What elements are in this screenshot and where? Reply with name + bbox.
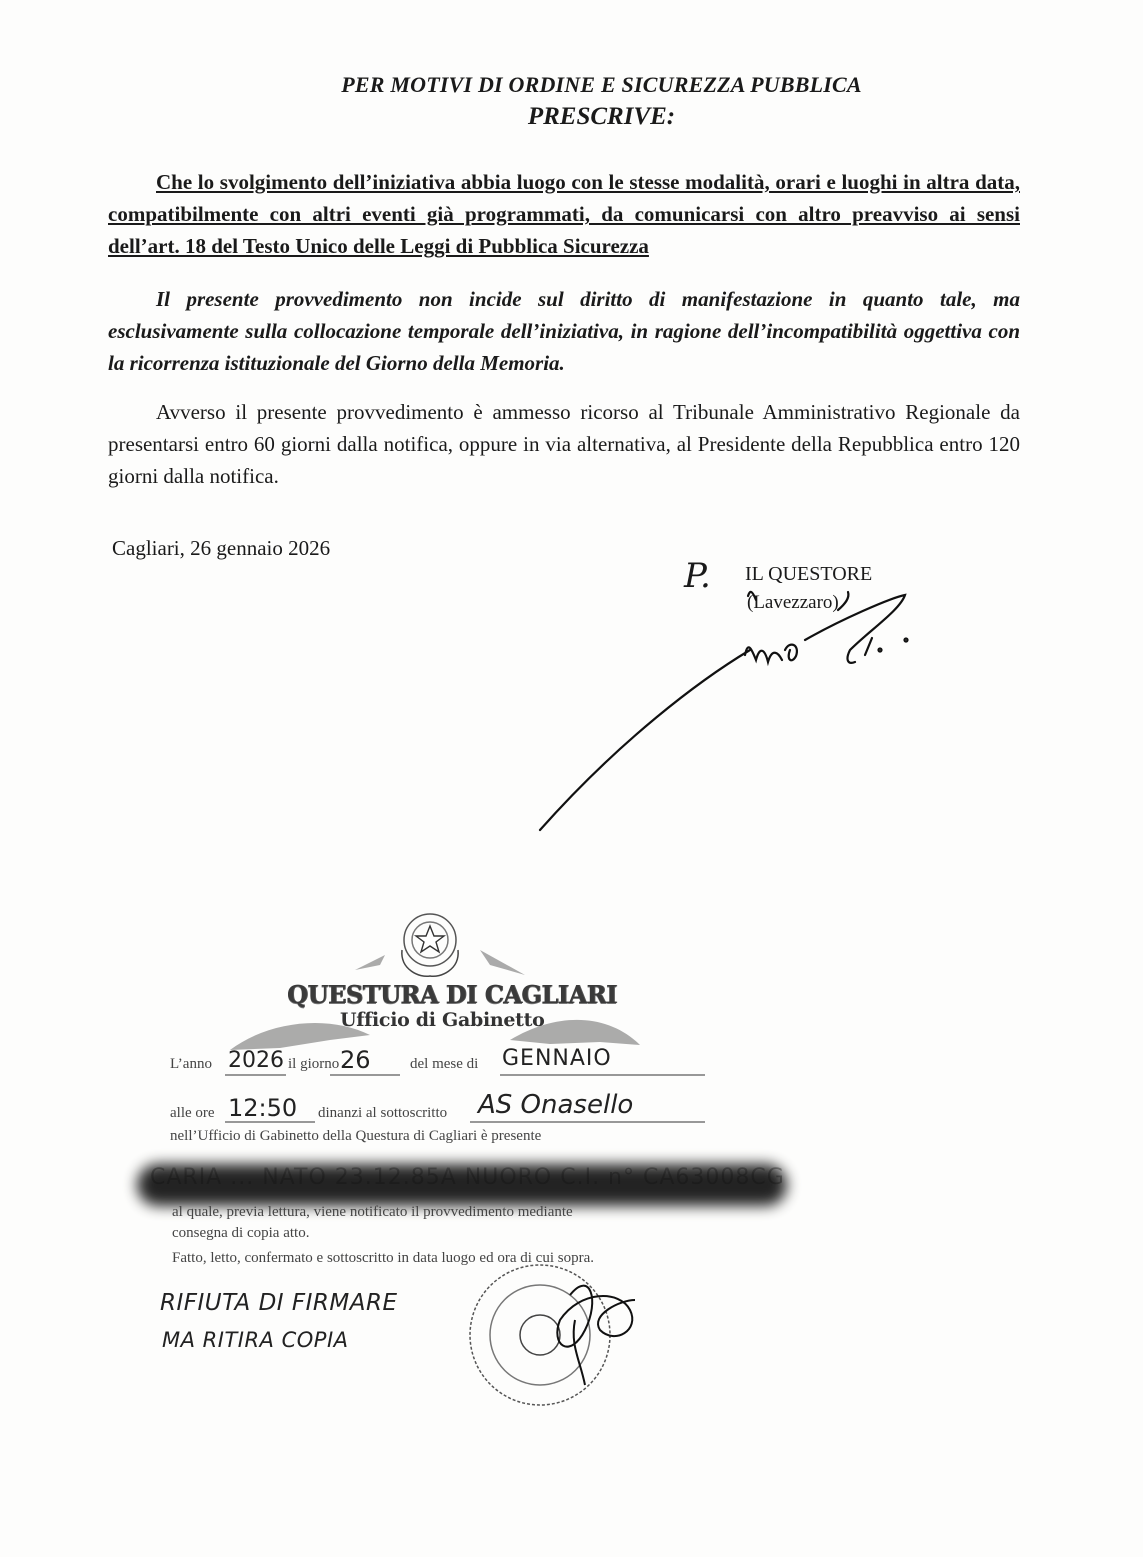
signatory-title: IL QUESTORE bbox=[745, 563, 873, 585]
place-date: Cagliari, 26 gennaio 2026 bbox=[112, 536, 331, 560]
official-initials-signature bbox=[557, 1286, 635, 1385]
mese-value: GENNAIO bbox=[502, 1046, 612, 1071]
office-presence-line: nell’Ufficio di Gabinetto della Questura di Cagliari è presente bbox=[170, 1128, 542, 1144]
ore-label: alle ore bbox=[170, 1105, 215, 1121]
questore-signature bbox=[540, 592, 908, 830]
notification-line: al quale, previa lettura, viene notificato il provvedimento mediante bbox=[172, 1204, 573, 1220]
copy-note: MA RITIRA COPIA bbox=[162, 1328, 349, 1352]
per-mark: P. bbox=[684, 556, 711, 596]
appeal-text: Avverso il presente provvedimento è ammesso ricorso al Tribunale Amministrativo Regionale da presentarsi entro 60 giorni dalla notifica, oppure in via alternativa, al Presidente della Repubblica entro 120 giorni dalla notifica. bbox=[108, 400, 1020, 488]
closing-line: Fatto, letto, confermato e sottoscritto in data luogo ed ora di cui sopra. bbox=[172, 1250, 594, 1266]
giorno-value: 26 bbox=[340, 1046, 371, 1074]
prescrive-heading: PRESCRIVE: bbox=[527, 103, 676, 130]
italy-emblem-icon bbox=[402, 914, 458, 976]
refusal-note: RIFIUTA DI FIRMARE bbox=[160, 1290, 398, 1316]
officer-value: AS Onasello bbox=[478, 1090, 634, 1120]
giorno-label: il giorno bbox=[288, 1056, 340, 1072]
ore-value: 12:50 bbox=[228, 1094, 298, 1122]
anno-label: L’anno bbox=[170, 1056, 212, 1072]
office-department: Ufficio di Gabinetto bbox=[340, 1009, 545, 1031]
redaction-bar bbox=[137, 1164, 787, 1206]
officer-label: dinanzi al sottoscritto bbox=[318, 1105, 448, 1121]
clarification-text: Il presente provvedimento non incide sul diritto di manifestazione in quanto tale, ma esclusivamente sulla collocazione temporale dell’iniziativa, in ragione dell’incompatibilità oggettiva con la ricorrenza istituzionale del Giorno della Memoria. bbox=[108, 287, 1020, 375]
questura-name: QUESTURA DI CAGLIARI bbox=[287, 980, 617, 1009]
prescription-text: Che lo svolgimento dell’iniziativa abbia luogo con le stesse modalità, orari e luoghi in altra data, compatibilmente con altri eventi già programmati, da comunicarsi con altro preavviso ai sensi dell’art. 18 del Testo Unico delle Leggi di Pubblica Sicurezza bbox=[108, 170, 1020, 258]
signatory-name: (Lavezzaro) bbox=[747, 592, 839, 613]
round-office-stamp bbox=[470, 1265, 610, 1405]
mese-label: del mese di bbox=[410, 1056, 479, 1072]
order-heading: PER MOTIVI DI ORDINE E SICUREZZA PUBBLICA bbox=[341, 72, 862, 97]
delivery-line: consegna di copia atto. bbox=[172, 1225, 310, 1241]
anno-value: 2026 bbox=[228, 1048, 284, 1073]
